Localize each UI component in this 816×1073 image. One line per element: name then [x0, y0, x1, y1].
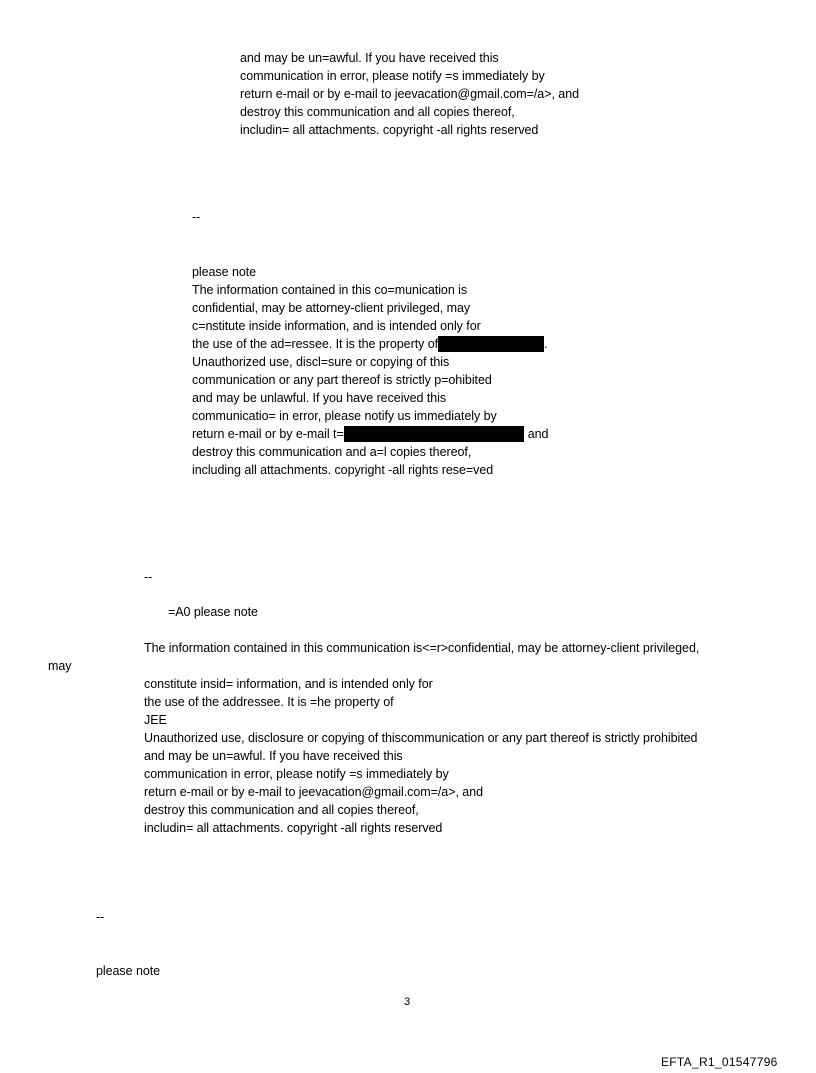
notice-line: including all attachments. copyright -all rights rese=ved	[192, 463, 494, 477]
notice-line: communicatio= in error, please notify us immediately by	[192, 409, 497, 423]
notice-line-text: .	[544, 337, 548, 351]
notice-line: constitute insid= information, and is intended only for	[144, 677, 433, 691]
notice-heading: =A0 please note	[168, 605, 258, 619]
closing-note: please note	[96, 964, 161, 978]
notice-line: communication or any part thereof is strictly p=ohibited	[192, 373, 492, 387]
notice-line: and may be un=awful. If you have received this	[144, 749, 403, 763]
notice-line	[192, 425, 548, 443]
redaction-bar	[344, 426, 524, 442]
notice-line: includin= all attachments. copyright -all rights reserved	[240, 123, 539, 137]
notice-line-text: and	[527, 427, 549, 441]
notice-line-text: the use of the ad=ressee. It is the property of	[192, 337, 439, 351]
notice-heading: please note	[192, 265, 257, 279]
notice-line: and may be un=awful. If you have received this	[240, 51, 499, 65]
notice-line: the use of the addressee. It is =he property of	[144, 695, 394, 709]
notice-line: c=nstitute inside information, and is intended only for	[192, 319, 481, 333]
notice-line: includin= all attachments. copyright -all rights reserved	[144, 821, 443, 835]
page-number: 3	[404, 996, 411, 1008]
notice-line: destroy this communication and all copies thereof,	[240, 105, 515, 119]
notice-line: return e-mail or by e-mail to jeevacation@gmail.com=/a>, and	[144, 785, 484, 799]
notice-line: JEE	[144, 713, 167, 727]
document-id: EFTA_R1_01547796	[661, 1055, 778, 1069]
notice-line: The information contained in this communication is<=r>confidential, may be attorney-client privileged,	[144, 641, 700, 655]
notice-line: may	[48, 659, 72, 673]
notice-line: destroy this communication and a=l copies thereof,	[192, 445, 472, 459]
separator: --	[144, 570, 153, 584]
notice-line-text: return e-mail or by e-mail t=	[192, 427, 344, 441]
notice-line: communication in error, please notify =s immediately by	[144, 767, 449, 781]
redaction-bar	[438, 336, 544, 352]
notice-line	[192, 335, 548, 353]
notice-line: confidential, may be attorney-client privileged, may	[192, 301, 471, 315]
notice-line: Unauthorized use, discl=sure or copying of this	[192, 355, 450, 369]
notice-line: return e-mail or by e-mail to jeevacation@gmail.com=/a>, and	[240, 87, 580, 101]
notice-line: Unauthorized use, disclosure or copying of thiscommunication or any part thereof is strictly prohibited	[144, 731, 698, 745]
notice-line: destroy this communication and all copies thereof,	[144, 803, 419, 817]
notice-line: communication in error, please notify =s immediately by	[240, 69, 545, 83]
separator: --	[192, 210, 201, 224]
notice-line: and may be unlawful. If you have received this	[192, 391, 447, 405]
notice-line: The information contained in this co=munication is	[192, 283, 468, 297]
separator: --	[96, 910, 105, 924]
